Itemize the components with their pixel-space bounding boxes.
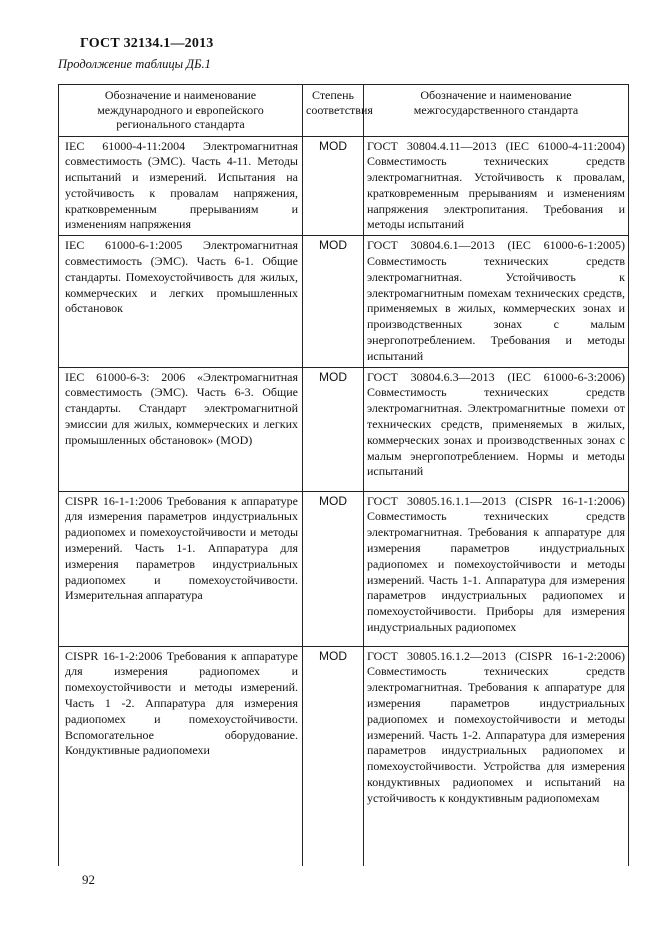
interstate-standard-cell: ГОСТ 30804.6.3—2013 (IEC 61000-6-3:2006) Совместимость технических средств электромагнитная. Электромагнитные помехи от технических средств, применяемых в жилых, коммерческих зонах и производственных зонах с малым энергопотреблением. Нормы и методы испытаний: [364, 367, 629, 491]
table-header-row: [59, 85, 629, 137]
table-row: [59, 236, 629, 367]
table-row: [59, 136, 629, 236]
degree-cell: MOD: [303, 491, 364, 646]
degree-cell: MOD: [303, 236, 364, 367]
degree-cell: MOD: [303, 367, 364, 491]
table-row: [59, 367, 629, 491]
interstate-standard-cell: ГОСТ 30804.6.1—2013 (IEC 61000-6-1:2005) Совместимость технических средств электромагнитная. Устойчивость к электромагнитным помехам технических средств, применяемых в жилых, коммерческих зонах и производственных зонах с малым энергопотреблением. Требования и методы испытаний: [364, 236, 629, 367]
international-standard-cell: IEC 61000-6-1:2005 Электромагнитная совместимость (ЭМС). Часть 6-1. Общие стандарты. Помехоустойчивость для жилых, коммерческих и легких промышленных обстановок: [59, 236, 303, 367]
international-standard-cell: IEC 61000-6-3: 2006 «Электромагнитная совместимость (ЭМС). Часть 6-3. Общие стандарты. Стандарт электромагнитной эмиссии для жилых, коммерческих и легких промышленных обстановок» (MOD): [59, 367, 303, 491]
correspondence-table: [58, 84, 629, 866]
page-number: 92: [82, 872, 95, 887]
international-standard-cell: CISPR 16-1-2:2006 Требования к аппаратуре для измерения радиопомех и помехоустойчивости и методы измерений. Часть 1 -2. Аппаратура для измерения радиопомех и помехоустойчивости. Вспомогательное оборудование. Кондуктивные радиопомехи: [59, 646, 303, 866]
table-row: [59, 646, 629, 866]
table-continuation-note: Продолжение таблицы ДБ.1: [58, 57, 211, 71]
column-header-international: Обозначение и наименование международного и европейского регионального стандарта: [59, 85, 303, 137]
international-standard-cell: CISPR 16-1-1:2006 Требования к аппаратуре для измерения параметров индустриальных радиопомех и помехоустойчивости и методы измерений. Часть 1-1. Аппаратура для измерения параметров индустриальных радиопомех и помехоустойчивости. Измерительная аппаратура: [59, 491, 303, 646]
interstate-standard-cell: ГОСТ 30805.16.1.1—2013 (CISPR 16-1-1:2006) Совместимость технических средств электромагнитная. Требования к аппаратуре для измерения параметров индустриальных радиопомех и помехоустойчивости и методы измерений. Часть 1-1. Аппаратура для измерения параметров индустриальных радиопомех и помехоустойчивости. Приборы для измерения индустриальных радиопомех: [364, 491, 629, 646]
international-standard-cell: IEC 61000-4-11:2004 Электромагнитная совместимость (ЭМС). Часть 4-11. Методы испытаний и измерений. Испытания на устойчивость к провалам напряжения, кратковременным прерываниям и изменениям напряжения: [59, 136, 303, 236]
column-header-degree: Степень соответствия: [303, 85, 364, 137]
interstate-standard-cell: ГОСТ 30805.16.1.2—2013 (CISPR 16-1-2:2006) Совместимость технических средств электромагнитная. Требования к аппаратуре для измерения параметров индустриальных радиопомех и помехоустойчивости и методы измерений. Часть 1-2. Аппаратура для измерения параметров индустриальных радиопомех и помехоустойчивости. Устройства для измерения кондуктивных радиопомех и испытаний на устойчивость к кондуктивным радиопомехам: [364, 646, 629, 866]
table-row: [59, 491, 629, 646]
degree-cell: MOD: [303, 646, 364, 866]
degree-cell: MOD: [303, 136, 364, 236]
column-header-interstate: Обозначение и наименование межгосударственного стандарта: [364, 85, 629, 137]
interstate-standard-cell: ГОСТ 30804.4.11—2013 (IEC 61000-4-11:2004) Совместимость технических средств электромагнитная. Устойчивость к провалам, кратковременным прерываниям и изменениям напряжения электропитания. Требования и методы испытаний: [364, 136, 629, 236]
standard-number: ГОСТ 32134.1—2013: [80, 36, 214, 51]
